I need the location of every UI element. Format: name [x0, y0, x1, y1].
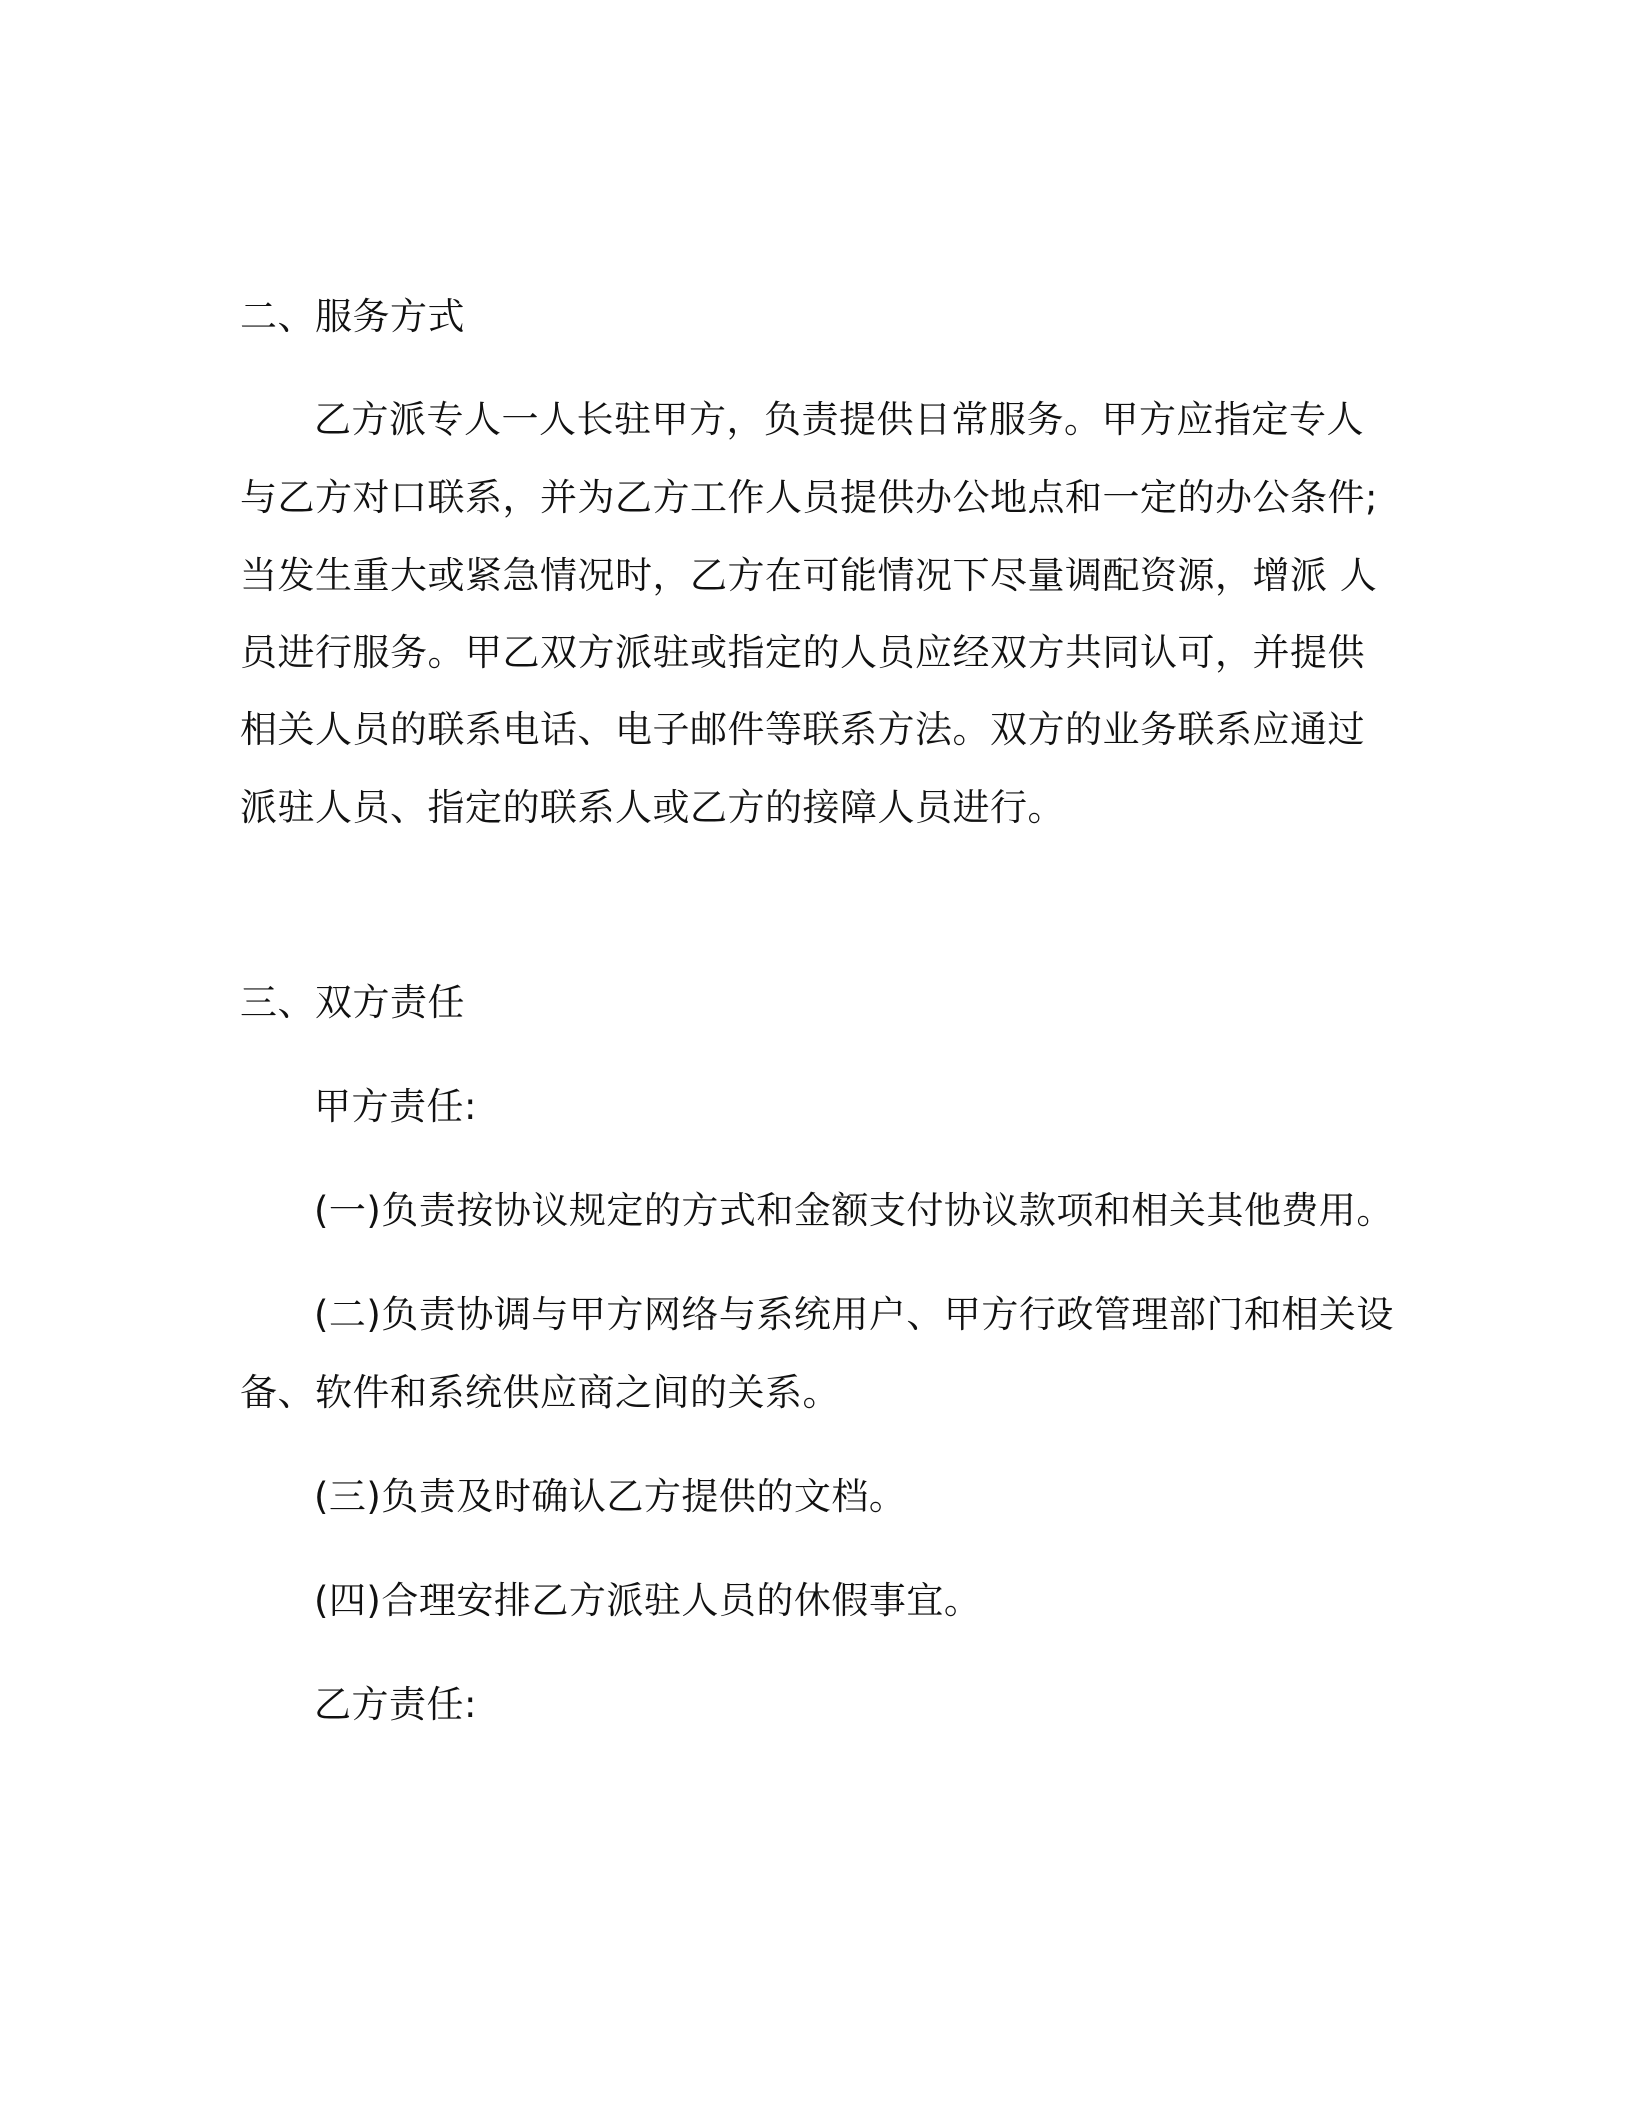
- list-item-continuation: 备、软件和系统供应商之间的关系。: [240, 1371, 840, 1414]
- list-item: (一)负责按协议规定的方式和金额支付协议款项和相关其他费用。: [314, 1189, 1394, 1232]
- paragraph-line: 相关人员的联系电话、电子邮件等联系方法。双方的业务联系应通过: [240, 708, 1365, 751]
- party-a-label: 甲方责任:: [314, 1085, 477, 1128]
- paragraph-line: 员进行服务。甲乙双方派驻或指定的人员应经双方共同认可，并提供: [240, 631, 1365, 674]
- party-b-label: 乙方责任:: [314, 1683, 477, 1726]
- paragraph-line: 乙方派专人一人长驻甲方，负责提供日常服务。甲方应指定专人: [314, 398, 1364, 441]
- paragraph-line: 与乙方对口联系，并为乙方工作人员提供办公地点和一定的办公条件;: [240, 476, 1378, 519]
- list-item: (二)负责协调与甲方网络与系统用户、甲方行政管理部门和相关设: [314, 1293, 1394, 1336]
- list-item: (三)负责及时确认乙方提供的文档。: [314, 1475, 907, 1518]
- paragraph-line: 派驻人员、指定的联系人或乙方的接障人员进行。: [240, 786, 1065, 829]
- list-item: (四)合理安排乙方派驻人员的休假事宜。: [314, 1579, 982, 1622]
- section-heading-responsibilities: 三、双方责任: [240, 981, 465, 1024]
- paragraph-line: 当发生重大或紧急情况时，乙方在可能情况下尽量调配资源，增派 人: [240, 554, 1378, 597]
- section-heading-service-mode: 二、服务方式: [240, 295, 465, 338]
